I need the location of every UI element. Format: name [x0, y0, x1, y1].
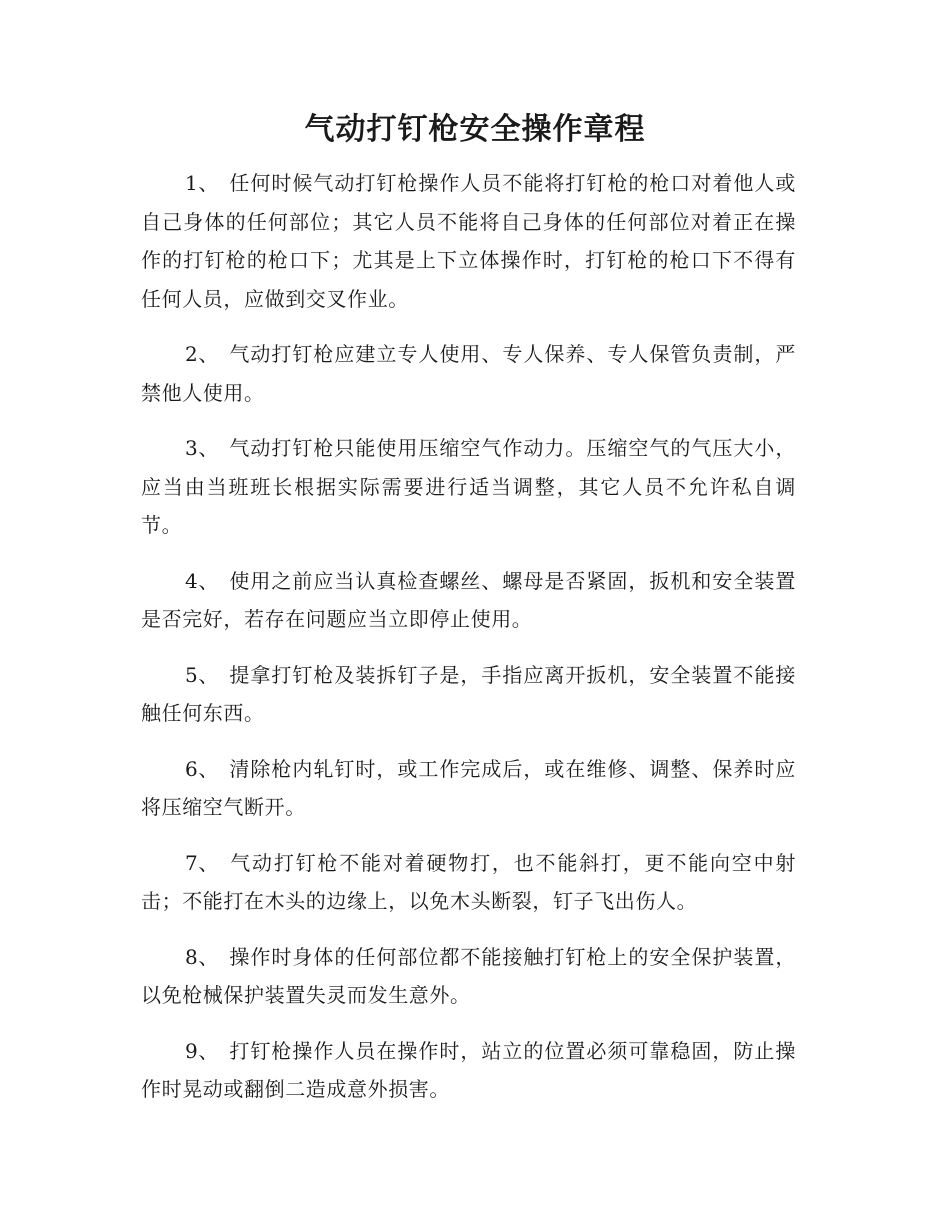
item-text: 气动打钉枪只能使用压缩空气作动力。压缩空气的气压大小，应当由当班班长根据实际需要进行适当调整，其它人员不允许私自调节。 — [141, 436, 796, 537]
item-number: 9、 — [185, 1038, 219, 1063]
item-text: 清除枪内轧钉时，或工作完成后，或在维修、调整、保养时应将压缩空气断开。 — [141, 756, 796, 819]
item-number: 7、 — [185, 850, 219, 875]
item-number: 4、 — [185, 568, 219, 593]
list-item — [141, 844, 796, 921]
item-number: 6、 — [185, 756, 219, 781]
list-item — [141, 164, 796, 318]
item-number: 5、 — [185, 662, 219, 687]
document-title: 气动打钉枪安全操作章程 — [304, 112, 646, 147]
item-text: 操作时身体的任何部位都不能接触打钉枪上的安全保护装置，以免枪械保护装置失灵而发生意外。 — [141, 944, 796, 1007]
item-text: 任何时候气动打钉枪操作人员不能将打钉枪的枪口对着他人或自己身体的任何部位；其它人员不能将自己身体的任何部位对着正在操作的打钉枪的枪口下；尤其是上下立体操作时，打钉枪的枪口下不得有任何人员，应做到交叉作业。 — [141, 171, 796, 311]
item-number: 3、 — [185, 436, 219, 460]
list-item — [141, 1032, 796, 1109]
document-body — [141, 164, 796, 1126]
list-item — [141, 656, 796, 733]
item-text: 提拿打钉枪及装拆钉子是，手指应离开扳机，安全装置不能接触任何东西。 — [141, 662, 796, 725]
item-text: 打钉枪操作人员在操作时，站立的位置必须可靠稳固，防止操作时晃动或翻倒二造成意外损害。 — [141, 1038, 796, 1101]
list-item — [141, 429, 796, 545]
list-item — [141, 562, 796, 639]
list-item — [141, 938, 796, 1015]
item-number: 8、 — [185, 944, 219, 969]
item-text: 气动打钉枪不能对着硬物打，也不能斜打，更不能向空中射击；不能打在木头的边缘上，以免木头断裂，钉子飞出伤人。 — [141, 850, 796, 913]
item-number: 2、 — [185, 342, 219, 366]
list-item — [141, 750, 796, 827]
item-text: 使用之前应当认真检查螺丝、螺母是否紧固，扳机和安全装置是否完好，若存在问题应当立即停止使用。 — [141, 568, 796, 631]
item-number: 1、 — [185, 171, 219, 195]
list-item — [141, 335, 796, 412]
item-text: 气动打钉枪应建立专人使用、专人保养、专人保管负责制，严禁他人使用。 — [141, 342, 796, 405]
